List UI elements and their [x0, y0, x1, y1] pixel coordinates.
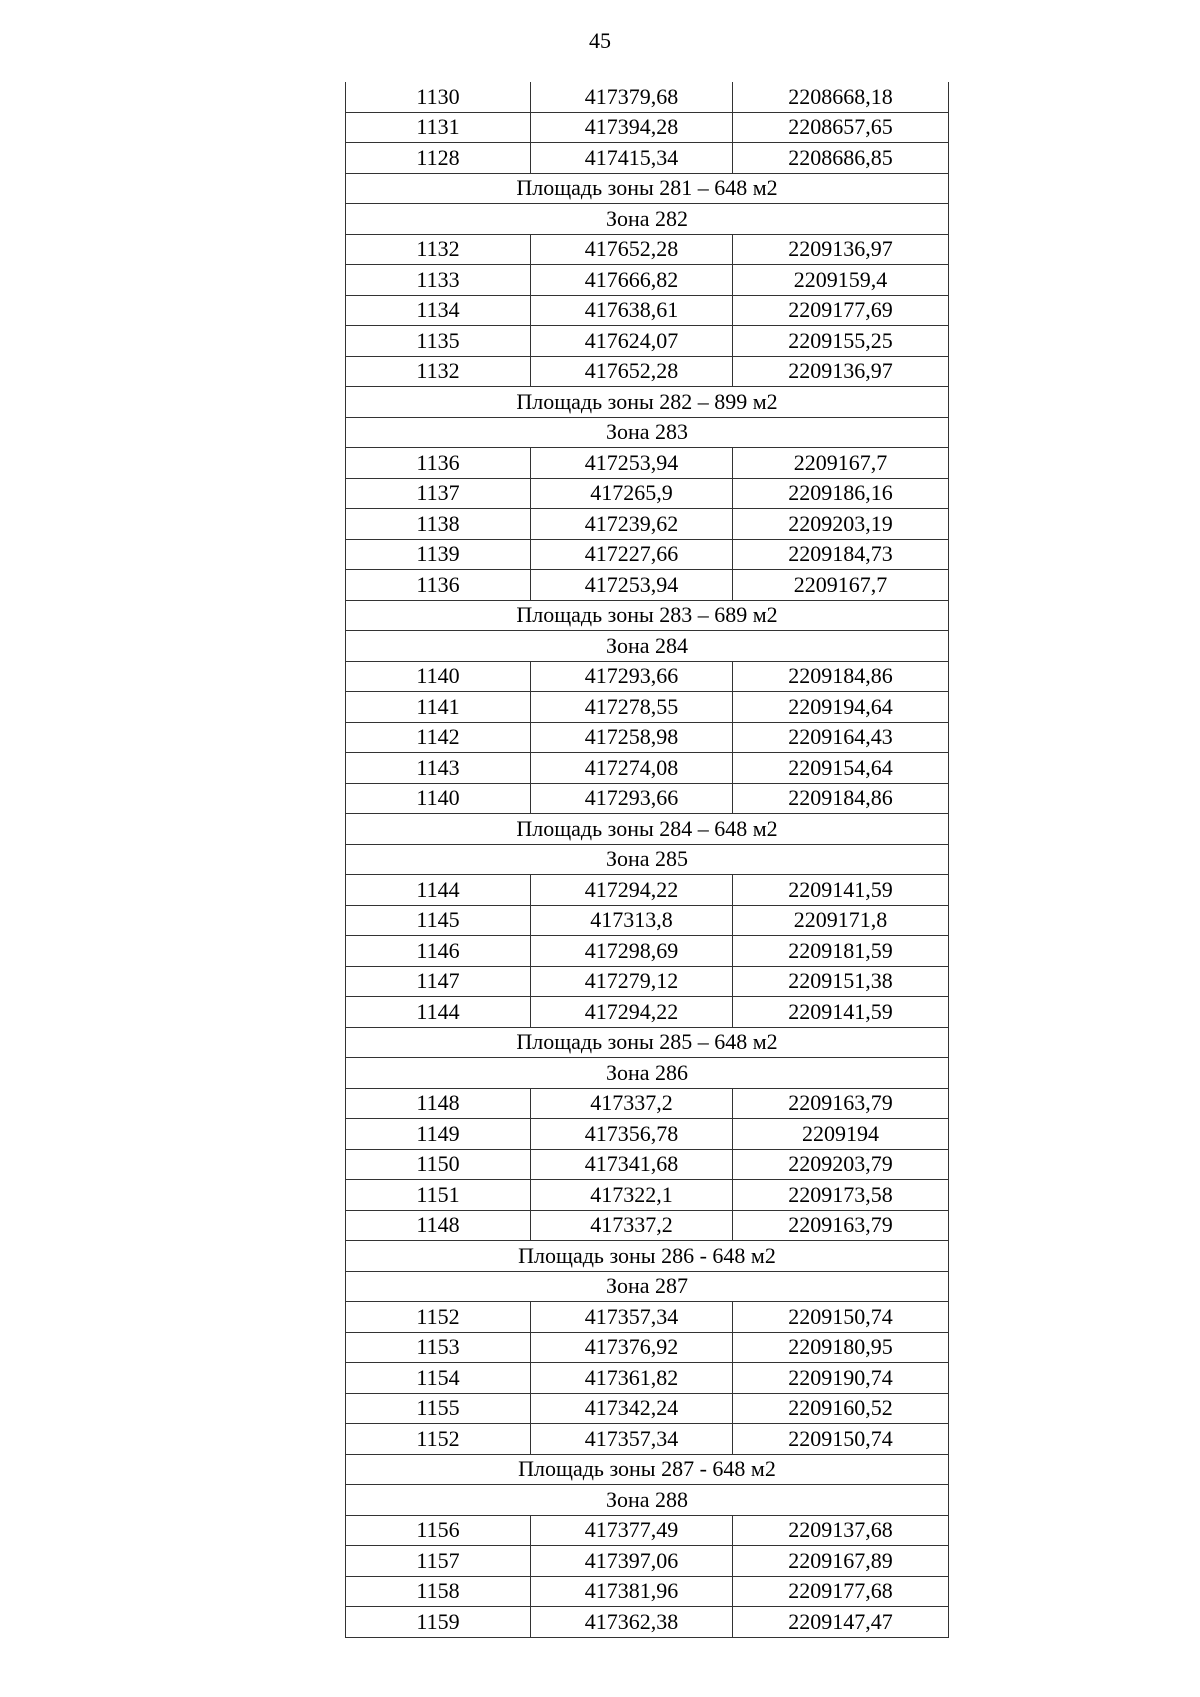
- point-number-cell: 1149: [346, 1119, 531, 1150]
- point-row: [346, 509, 949, 540]
- zone-title: Зона 282: [346, 204, 949, 235]
- point-number-cell: 1157: [346, 1546, 531, 1577]
- point-row: [346, 234, 949, 265]
- zone-area-label: Площадь зоны 285 – 648 м2: [346, 1027, 949, 1058]
- y-coordinate-cell: 2209184,86: [733, 783, 949, 814]
- point-row: [346, 1424, 949, 1455]
- point-number-cell: 1148: [346, 1210, 531, 1241]
- point-row: [346, 1393, 949, 1424]
- zone-area-row: [346, 1027, 949, 1058]
- zone-header-row: [346, 417, 949, 448]
- point-number-cell: 1132: [346, 356, 531, 387]
- point-row: [346, 936, 949, 967]
- point-number-cell: 1145: [346, 905, 531, 936]
- x-coordinate-cell: 417265,9: [531, 478, 733, 509]
- y-coordinate-cell: 2209163,79: [733, 1088, 949, 1119]
- x-coordinate-cell: 417258,98: [531, 722, 733, 753]
- point-row: [346, 295, 949, 326]
- y-coordinate-cell: 2209177,68: [733, 1576, 949, 1607]
- point-number-cell: 1139: [346, 539, 531, 570]
- x-coordinate-cell: 417298,69: [531, 936, 733, 967]
- y-coordinate-cell: 2209155,25: [733, 326, 949, 357]
- y-coordinate-cell: 2209194,64: [733, 692, 949, 723]
- point-row: [346, 326, 949, 357]
- y-coordinate-cell: 2209190,74: [733, 1363, 949, 1394]
- point-row: [346, 1363, 949, 1394]
- point-number-cell: 1152: [346, 1302, 531, 1333]
- point-row: [346, 783, 949, 814]
- point-number-cell: 1138: [346, 509, 531, 540]
- point-row: [346, 112, 949, 143]
- y-coordinate-cell: 2209164,43: [733, 722, 949, 753]
- zone-header-row: [346, 1271, 949, 1302]
- x-coordinate-cell: 417415,34: [531, 143, 733, 174]
- y-coordinate-cell: 2209194: [733, 1119, 949, 1150]
- point-row: [346, 905, 949, 936]
- zone-area-row: [346, 1241, 949, 1272]
- x-coordinate-cell: 417624,07: [531, 326, 733, 357]
- x-coordinate-cell: 417666,82: [531, 265, 733, 296]
- x-coordinate-cell: 417379,68: [531, 82, 733, 112]
- zone-title: Зона 284: [346, 631, 949, 662]
- x-coordinate-cell: 417362,38: [531, 1607, 733, 1638]
- y-coordinate-cell: 2209173,58: [733, 1180, 949, 1211]
- point-number-cell: 1146: [346, 936, 531, 967]
- x-coordinate-cell: 417357,34: [531, 1302, 733, 1333]
- x-coordinate-cell: 417652,28: [531, 234, 733, 265]
- point-row: [346, 570, 949, 601]
- point-number-cell: 1133: [346, 265, 531, 296]
- x-coordinate-cell: 417381,96: [531, 1576, 733, 1607]
- y-coordinate-cell: 2209141,59: [733, 875, 949, 906]
- point-row: [346, 1180, 949, 1211]
- point-row: [346, 478, 949, 509]
- y-coordinate-cell: 2209184,86: [733, 661, 949, 692]
- page-number: 45: [589, 28, 611, 53]
- point-row: [346, 265, 949, 296]
- zone-header-row: [346, 844, 949, 875]
- point-number-cell: 1144: [346, 997, 531, 1028]
- x-coordinate-cell: 417357,34: [531, 1424, 733, 1455]
- point-number-cell: 1158: [346, 1576, 531, 1607]
- point-number-cell: 1131: [346, 112, 531, 143]
- x-coordinate-cell: 417376,92: [531, 1332, 733, 1363]
- point-row: [346, 753, 949, 784]
- zone-header-row: [346, 204, 949, 235]
- point-row: [346, 448, 949, 479]
- x-coordinate-cell: 417342,24: [531, 1393, 733, 1424]
- point-row: [346, 1210, 949, 1241]
- y-coordinate-cell: 2209136,97: [733, 356, 949, 387]
- zone-area-row: [346, 1454, 949, 1485]
- x-coordinate-cell: 417294,22: [531, 875, 733, 906]
- point-row: [346, 661, 949, 692]
- zone-area-label: Площадь зоны 283 – 689 м2: [346, 600, 949, 631]
- x-coordinate-cell: 417253,94: [531, 570, 733, 601]
- point-number-cell: 1159: [346, 1607, 531, 1638]
- y-coordinate-cell: 2209150,74: [733, 1302, 949, 1333]
- y-coordinate-cell: 2209177,69: [733, 295, 949, 326]
- x-coordinate-cell: 417341,68: [531, 1149, 733, 1180]
- y-coordinate-cell: 2209137,68: [733, 1515, 949, 1546]
- y-coordinate-cell: 2209141,59: [733, 997, 949, 1028]
- point-number-cell: 1150: [346, 1149, 531, 1180]
- y-coordinate-cell: 2209167,7: [733, 448, 949, 479]
- x-coordinate-cell: 417274,08: [531, 753, 733, 784]
- x-coordinate-cell: 417278,55: [531, 692, 733, 723]
- zone-area-row: [346, 814, 949, 845]
- y-coordinate-cell: 2209167,7: [733, 570, 949, 601]
- y-coordinate-cell: 2209136,97: [733, 234, 949, 265]
- zone-header-row: [346, 1485, 949, 1516]
- point-row: [346, 966, 949, 997]
- point-number-cell: 1141: [346, 692, 531, 723]
- y-coordinate-cell: 2208657,65: [733, 112, 949, 143]
- point-row: [346, 875, 949, 906]
- zone-area-label: Площадь зоны 286 - 648 м2: [346, 1241, 949, 1272]
- zone-area-row: [346, 173, 949, 204]
- point-number-cell: 1156: [346, 1515, 531, 1546]
- y-coordinate-cell: 2209154,64: [733, 753, 949, 784]
- y-coordinate-cell: 2209151,38: [733, 966, 949, 997]
- zone-title: Зона 288: [346, 1485, 949, 1516]
- y-coordinate-cell: 2208686,85: [733, 143, 949, 174]
- point-row: [346, 1576, 949, 1607]
- point-row: [346, 1515, 949, 1546]
- y-coordinate-cell: 2208668,18: [733, 82, 949, 112]
- zone-title: Зона 283: [346, 417, 949, 448]
- point-row: [346, 1302, 949, 1333]
- y-coordinate-cell: 2209167,89: [733, 1546, 949, 1577]
- zone-header-row: [346, 1058, 949, 1089]
- point-number-cell: 1155: [346, 1393, 531, 1424]
- point-number-cell: 1151: [346, 1180, 531, 1211]
- zone-title: Зона 287: [346, 1271, 949, 1302]
- point-row: [346, 722, 949, 753]
- point-row: [346, 1119, 949, 1150]
- point-row: [346, 997, 949, 1028]
- x-coordinate-cell: 417322,1: [531, 1180, 733, 1211]
- y-coordinate-cell: 2209163,79: [733, 1210, 949, 1241]
- x-coordinate-cell: 417356,78: [531, 1119, 733, 1150]
- x-coordinate-cell: 417394,28: [531, 112, 733, 143]
- y-coordinate-cell: 2209159,4: [733, 265, 949, 296]
- y-coordinate-cell: 2209180,95: [733, 1332, 949, 1363]
- point-number-cell: 1130: [346, 82, 531, 112]
- x-coordinate-cell: 417313,8: [531, 905, 733, 936]
- point-row: [346, 1546, 949, 1577]
- point-number-cell: 1135: [346, 326, 531, 357]
- y-coordinate-cell: 2209150,74: [733, 1424, 949, 1455]
- y-coordinate-cell: 2209147,47: [733, 1607, 949, 1638]
- x-coordinate-cell: 417253,94: [531, 448, 733, 479]
- x-coordinate-cell: 417293,66: [531, 661, 733, 692]
- y-coordinate-cell: 2209203,79: [733, 1149, 949, 1180]
- x-coordinate-cell: 417377,49: [531, 1515, 733, 1546]
- zone-area-label: Площадь зоны 281 – 648 м2: [346, 173, 949, 204]
- point-number-cell: 1136: [346, 448, 531, 479]
- point-number-cell: 1128: [346, 143, 531, 174]
- y-coordinate-cell: 2209184,73: [733, 539, 949, 570]
- point-number-cell: 1136: [346, 570, 531, 601]
- y-coordinate-cell: 2209181,59: [733, 936, 949, 967]
- point-row: [346, 143, 949, 174]
- point-number-cell: 1152: [346, 1424, 531, 1455]
- point-number-cell: 1140: [346, 783, 531, 814]
- x-coordinate-cell: 417638,61: [531, 295, 733, 326]
- zone-area-label: Площадь зоны 282 – 899 м2: [346, 387, 949, 418]
- point-row: [346, 539, 949, 570]
- zone-area-row: [346, 387, 949, 418]
- point-row: [346, 1332, 949, 1363]
- zone-area-label: Площадь зоны 287 - 648 м2: [346, 1454, 949, 1485]
- point-row: [346, 356, 949, 387]
- point-number-cell: 1153: [346, 1332, 531, 1363]
- point-number-cell: 1137: [346, 478, 531, 509]
- y-coordinate-cell: 2209186,16: [733, 478, 949, 509]
- point-number-cell: 1134: [346, 295, 531, 326]
- point-number-cell: 1142: [346, 722, 531, 753]
- point-number-cell: 1154: [346, 1363, 531, 1394]
- x-coordinate-cell: 417227,66: [531, 539, 733, 570]
- zone-title: Зона 286: [346, 1058, 949, 1089]
- x-coordinate-cell: 417361,82: [531, 1363, 733, 1394]
- y-coordinate-cell: 2209160,52: [733, 1393, 949, 1424]
- y-coordinate-cell: 2209171,8: [733, 905, 949, 936]
- point-row: [346, 1607, 949, 1638]
- coordinates-table: [345, 82, 949, 1638]
- zone-area-label: Площадь зоны 284 – 648 м2: [346, 814, 949, 845]
- x-coordinate-cell: 417337,2: [531, 1210, 733, 1241]
- zone-area-row: [346, 600, 949, 631]
- point-number-cell: 1147: [346, 966, 531, 997]
- x-coordinate-cell: 417294,22: [531, 997, 733, 1028]
- point-number-cell: 1132: [346, 234, 531, 265]
- y-coordinate-cell: 2209203,19: [733, 509, 949, 540]
- point-row: [346, 1149, 949, 1180]
- point-row: [346, 1088, 949, 1119]
- point-row: [346, 82, 949, 112]
- zone-title: Зона 285: [346, 844, 949, 875]
- point-number-cell: 1143: [346, 753, 531, 784]
- x-coordinate-cell: 417293,66: [531, 783, 733, 814]
- x-coordinate-cell: 417279,12: [531, 966, 733, 997]
- x-coordinate-cell: 417397,06: [531, 1546, 733, 1577]
- point-number-cell: 1140: [346, 661, 531, 692]
- x-coordinate-cell: 417652,28: [531, 356, 733, 387]
- x-coordinate-cell: 417337,2: [531, 1088, 733, 1119]
- x-coordinate-cell: 417239,62: [531, 509, 733, 540]
- coordinates-table-body: [346, 82, 949, 1637]
- zone-header-row: [346, 631, 949, 662]
- point-number-cell: 1144: [346, 875, 531, 906]
- point-number-cell: 1148: [346, 1088, 531, 1119]
- point-row: [346, 692, 949, 723]
